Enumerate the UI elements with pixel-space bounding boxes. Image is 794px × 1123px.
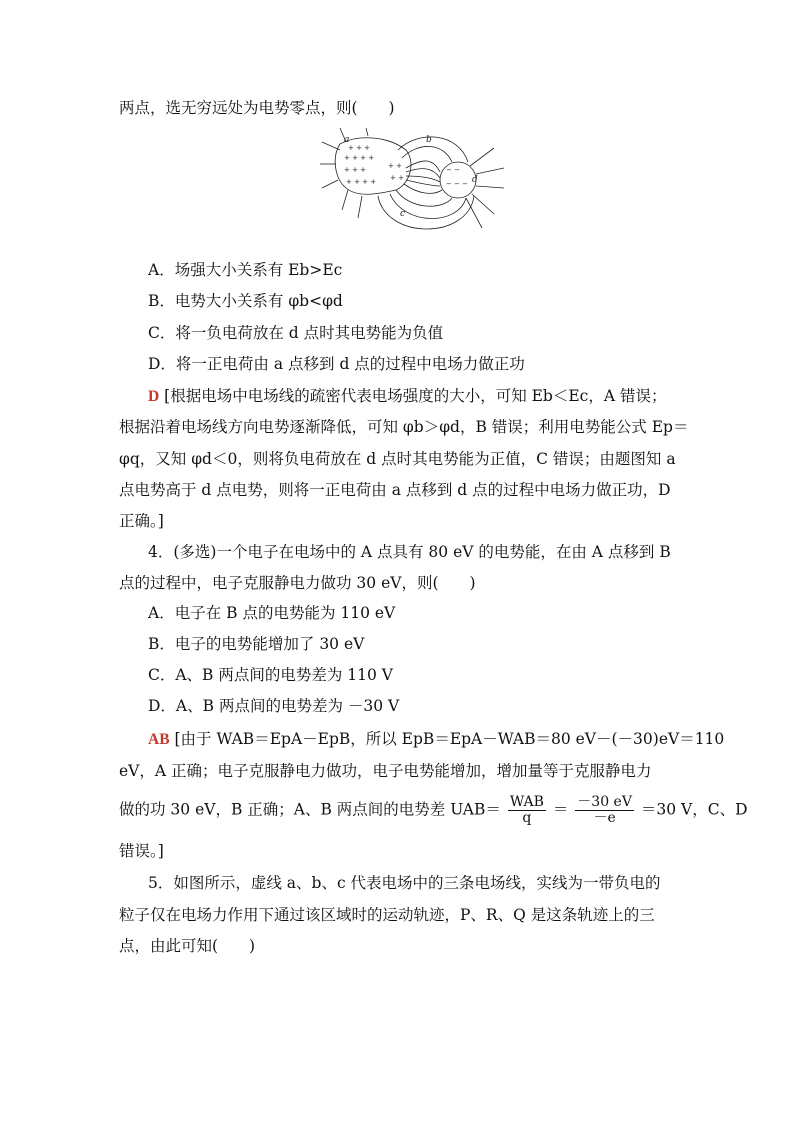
svg-text:+ + + +: + + + + [344,154,375,162]
svg-text:+ +: + + [390,174,404,182]
equals-sign: ＝ [552,800,569,819]
svg-text:+ +: + + [388,162,402,170]
q5-stem-line-3: 点，由此可知( ) [119,937,256,955]
svg-text:+ + + +: + + + + [346,178,377,186]
q4-explanation-line-3 [119,795,748,826]
fraction-wab-over-q [508,795,546,826]
q3-option-d: D．将一正电荷由 a 点移到 d 点的过程中电场力做正功 [148,355,525,373]
q3-explanation-line-2: 根据沿着电场线方向电势逐渐降低，可知 φb＞φd，B 错误；利用电势能公式 Ep＝ [119,418,689,436]
figure-label-a: a [344,135,350,145]
q4-explanation-text-3-post: ＝30 V，C、D [640,800,748,819]
q3-answer: D [148,388,160,405]
q3-tail: 两点，选无穷远处为电势零点，则( ) [119,99,395,117]
q4-option-d: D．A、B 两点间的电势差为 －30 V [148,697,400,715]
electric-field-figure [318,128,504,248]
q3-explanation-line-5: 正确。] [119,512,164,530]
q3-explanation-text: [根据电场中电场线的疏密代表电场强度的大小，可知 Eb＜Ec，A 错误； [164,387,667,405]
q4-explanation-line-4: 错误。] [119,842,164,860]
fraction-value [575,795,634,826]
q5-stem-line-1: 5．如图所示，虚线 a、b、c 代表电场中的三条电场线，实线为一带负电的 [148,874,661,892]
fraction-denominator: q [522,810,532,826]
svg-text:+ + +: + + + [344,166,367,174]
q3-explanation-line-1 [148,385,666,408]
q5-stem-line-2: 粒子仅在电场力作用下通过该区域时的运动轨迹，P、R、Q 是这条轨迹上的三 [119,906,655,924]
q3-option-b: B．电势大小关系有 φb<φd [148,292,343,310]
svg-text:+ + +: + + + [348,144,371,152]
q4-explanation-text-3-pre: 做的功 30 eV，B 正确；A、B 两点间的电势差 UAB＝ [119,800,501,819]
q3-option-c: C．将一负电荷放在 d 点时其电势能为负值 [148,324,444,342]
svg-text:− − −: − − − [446,180,469,188]
svg-text:− −: − − [446,166,460,174]
q4-stem-line-1: 4．(多选)一个电子在电场中的 A 点具有 80 eV 的电势能，在由 A 点移到 B [148,543,671,561]
q4-stem-line-2: 点的过程中，电子克服静电力做功 30 eV，则( ) [119,574,476,592]
q3-option-a: A．场强大小关系有 Eb>Ec [148,261,343,279]
q4-explanation-text-1: [由于 WAB＝EpA－EpB，所以 EpB＝EpA－WAB＝80 eV－(－30)eV＝110 [174,730,725,748]
q4-option-b: B．电子的电势能增加了 30 eV [148,635,365,653]
q3-explanation-line-4: 点电势高于 d 点电势，则将一正电荷由 a 点移到 d 点的过程中电场力做正功，D [119,481,671,499]
q3-explanation-line-3: φq，又知 φd＜0，则将负电荷放在 d 点时其电势能为正值，C 错误；由题图知 a [119,450,676,468]
figure-label-d: d [472,175,478,185]
q4-answer: AB [148,731,170,748]
figure-label-c: c [400,209,406,219]
q4-option-a: A．电子在 B 点的电势能为 110 eV [148,604,396,622]
fraction-numerator: WAB [509,794,544,810]
q4-explanation-line-2: eV，A 正确；电子克服静电力做功，电子电势能增加，增加量等于克服静电力 [119,762,652,780]
fraction-denominator: －e [593,810,616,826]
q4-explanation-line-1 [148,728,724,751]
fraction-numerator: －30 eV [577,794,632,810]
q4-option-c: C．A、B 两点间的电势差为 110 V [148,666,394,684]
figure-label-b: b [426,135,432,145]
